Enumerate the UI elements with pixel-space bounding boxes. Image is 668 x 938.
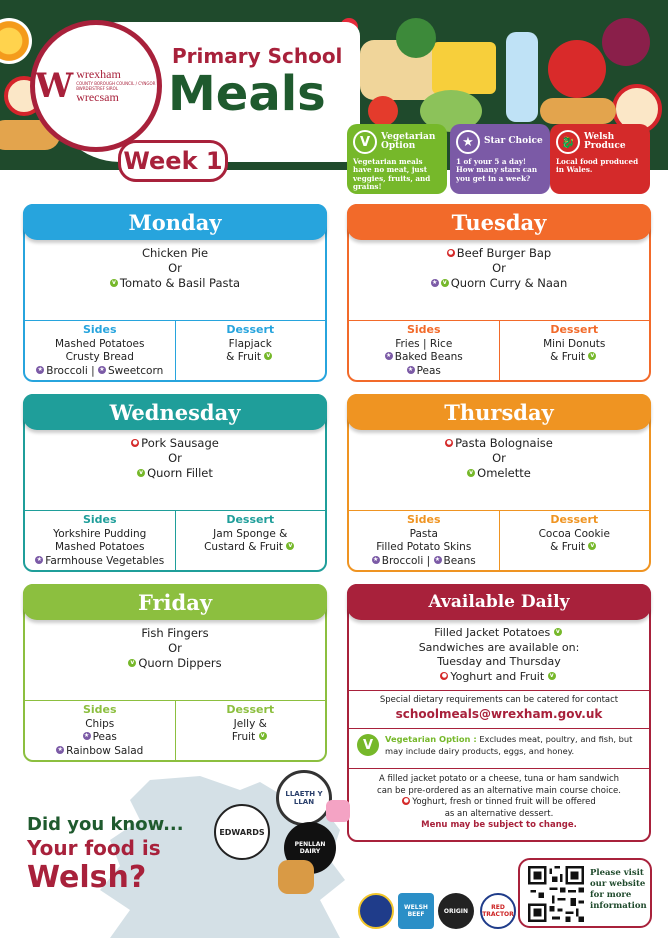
side-item: Broccoli — [46, 364, 88, 377]
main-option-1: Beef Burger Bap — [456, 246, 552, 260]
main-option-2: Tomato & Basil Pasta — [119, 276, 241, 290]
side-item: Chips — [85, 717, 115, 730]
pgi-logo — [358, 893, 394, 929]
vegetarian-icon: v — [554, 628, 562, 636]
vegetarian-icon: V — [357, 734, 379, 756]
star-icon: ★ — [83, 732, 90, 739]
side-item: Crusty Bread — [65, 351, 134, 363]
sides-title: Sides — [82, 703, 117, 716]
alternatives-section — [349, 768, 649, 832]
welsh-dragon-icon: ● — [446, 438, 452, 446]
main-option-2: Quorn Fillet — [147, 466, 213, 480]
key-description: Local food produced in Wales. — [556, 157, 639, 175]
main-option-2: Quorn Curry & Naan — [450, 276, 568, 290]
day-card-tuesday — [347, 204, 651, 382]
welsh-dragon-icon: 🐉 — [556, 130, 580, 154]
dessert-item: Mini Donuts — [543, 337, 606, 350]
sides-column: Sides Mashed Potatoes Crusty Bread ★ Broccoli | ★ Sweetcorn — [25, 321, 175, 380]
sides-title: Sides — [82, 323, 117, 336]
side-item: Beans — [443, 554, 476, 567]
or-label: Or — [492, 451, 506, 465]
qr-code-box[interactable] — [518, 858, 652, 928]
key-title: Vegetarian Option — [381, 131, 436, 151]
dessert-column — [175, 701, 326, 760]
baguette-image — [540, 98, 616, 124]
welsh-dragon-icon: ● — [403, 796, 409, 804]
vegetarian-icon: v — [137, 469, 145, 477]
dessert-title: Dessert — [226, 513, 275, 526]
day-card-monday — [23, 204, 327, 382]
main-dishes — [349, 436, 649, 481]
day-card-friday — [23, 584, 327, 762]
tomato-image — [368, 96, 398, 126]
dessert-item: Cocoa Cookie — [538, 527, 610, 540]
vegetarian-icon: v — [264, 352, 272, 360]
key-description: 1 of your 5 a day! How many stars can you get in a week? — [456, 157, 538, 183]
vegetarian-icon: v — [441, 279, 449, 287]
dessert-item: Jelly & — [233, 717, 267, 730]
main-option-1: Fish Fingers — [141, 626, 209, 640]
side-item: Baked Beans — [394, 351, 463, 363]
did-you-know-heading: Did you know... — [27, 814, 184, 835]
day-card-thursday — [347, 394, 651, 572]
dietary-section — [349, 690, 649, 721]
dessert-item: Flapjack — [228, 337, 272, 350]
dessert-item: & Fruit — [550, 541, 585, 553]
cert-name: RED TRACTOR — [482, 904, 514, 918]
day-heading: Wednesday — [23, 394, 327, 430]
page-title: Meals — [168, 66, 326, 122]
welsh-dragon-icon: ● — [441, 671, 447, 679]
contact-email-link[interactable]: schoolmeals@wrexham.gov.uk — [395, 707, 603, 721]
vegetarian-note — [349, 728, 649, 757]
dessert-item: & Fruit — [550, 351, 585, 363]
sides-title: Sides — [82, 513, 117, 526]
available-items — [349, 626, 649, 684]
dessert-title: Dessert — [550, 323, 599, 336]
key-description: Vegetarian meals have no meat, just veggies, fruits, and grains! — [353, 157, 431, 191]
main-dishes — [349, 246, 649, 291]
yoghurt-pot-image — [326, 800, 350, 822]
dessert-item: & Fruit — [226, 351, 261, 363]
dessert-title: Dessert — [550, 513, 599, 526]
vegetarian-icon: v — [286, 542, 294, 550]
logo-name-en: wrexham — [76, 67, 121, 82]
or-label: Or — [168, 641, 182, 655]
dietary-text: Special dietary requirements can be catered for contact — [379, 695, 619, 705]
or-label: Or — [492, 261, 506, 275]
pepper-image — [548, 40, 606, 98]
main-option-1: Chicken Pie — [141, 246, 209, 260]
main-dishes — [25, 436, 325, 481]
key-welsh-produce — [550, 124, 650, 194]
main-dishes — [25, 626, 325, 671]
sides-column — [25, 511, 175, 570]
vegetarian-icon: V — [353, 130, 377, 154]
side-item: Rainbow Salad — [66, 744, 144, 757]
sides-dessert-row — [349, 510, 649, 570]
vegetarian-icon: v — [110, 279, 118, 287]
logo-w-icon: W — [35, 66, 74, 106]
vegetarian-icon: v — [128, 659, 136, 667]
day-heading: Friday — [23, 584, 327, 620]
sides-column: Sides Pasta Filled Potato Skins ★ Broccoli | ★ Beans — [349, 511, 499, 570]
brand-name: LLAETH Y LLAN — [285, 790, 323, 806]
key-title: Star Choice — [484, 136, 543, 147]
side-item: Yorkshire Pudding — [53, 527, 147, 540]
sides-title: Sides — [406, 323, 441, 336]
main-dishes — [25, 246, 325, 291]
dessert-item: Custard & Fruit — [204, 541, 284, 553]
star-icon: ★ — [99, 365, 105, 373]
dessert-column — [175, 321, 326, 380]
week-badge: Week 1 — [118, 140, 228, 182]
vegetarian-note-body: Excludes meat, poultry, and fish, but may include dairy products, eggs, and honey. — [385, 734, 633, 756]
page-subtitle: Primary School — [172, 44, 343, 68]
bread-image — [278, 860, 314, 894]
star-icon: ★ — [456, 130, 480, 154]
cheese-image — [432, 42, 496, 94]
or-label: Or — [168, 451, 182, 465]
beetroot-image — [602, 18, 650, 66]
llaeth-y-llan-logo — [276, 770, 332, 826]
alternatives-line: Yoghurt, fresh or tinned fruit will be offered — [412, 797, 596, 807]
sides-title: Sides — [406, 513, 441, 526]
origin-logo — [438, 893, 474, 929]
red-tractor-logo — [480, 893, 516, 929]
star-icon: ★ — [36, 555, 42, 563]
main-option-2: Quorn Dippers — [138, 656, 222, 670]
available-heading: Available Daily — [347, 584, 651, 620]
brand-name: PENLLAN DAIRY — [294, 841, 326, 855]
main-option-2: Omelette — [477, 466, 531, 480]
key-title: Welsh Produce — [584, 131, 626, 151]
edwards-logo — [214, 804, 270, 860]
logo-mark — [35, 66, 157, 106]
day-heading: Monday — [23, 204, 327, 240]
side-item: Sweetcorn — [107, 364, 164, 377]
sides-dessert-row — [349, 320, 649, 380]
logo-name-cy: wrecsam — [76, 90, 119, 104]
sides-dessert-row — [25, 510, 325, 570]
welsh-question: Welsh? — [27, 860, 147, 895]
qr-code-image[interactable] — [528, 866, 584, 922]
star-icon: ★ — [37, 365, 43, 373]
dessert-item: Fruit — [231, 731, 256, 743]
side-item: Broccoli — [381, 554, 424, 567]
menu-change-note: Menu may be subject to change. — [421, 820, 577, 830]
star-icon: ★ — [432, 278, 438, 286]
side-item: Fries | Rice — [395, 337, 453, 350]
side-item: Filled Potato Skins — [376, 541, 472, 553]
alternatives-line: can be pre-ordered as an alternative main course choice. — [377, 785, 621, 796]
main-option-1: Pork Sausage — [141, 436, 219, 450]
vegetarian-icon: v — [588, 352, 596, 360]
council-logo — [30, 20, 162, 152]
dessert-title: Dessert — [226, 323, 275, 336]
day-heading: Thursday — [347, 394, 651, 430]
day-card-wednesday — [23, 394, 327, 572]
cert-name: ORIGIN — [443, 907, 469, 915]
key-vegetarian — [347, 124, 447, 194]
main-option-1: Pasta Bolognaise — [455, 436, 553, 450]
alternatives-line: as an alternative dessert. — [444, 808, 554, 819]
star-icon: ★ — [434, 555, 441, 563]
welsh-dragon-icon: ● — [448, 248, 454, 256]
vegetarian-icon: v — [548, 672, 556, 680]
available-line: Sandwiches are available on: — [418, 640, 580, 654]
dessert-column — [499, 321, 650, 380]
brand-name: EDWARDS — [219, 827, 265, 837]
qr-caption: Please visit our website for more information — [590, 868, 647, 911]
side-item: Pasta — [409, 527, 438, 540]
vegetarian-icon: v — [259, 732, 267, 740]
star-icon: ★ — [386, 352, 392, 359]
vegetarian-note-label: Vegetarian Option : — [385, 734, 477, 744]
logo-council: COUNTY BOROUGH COUNCIL / CYNGOR BWRDEISTREF SIROL — [76, 81, 156, 91]
star-icon: ★ — [373, 555, 379, 563]
welsh-dragon-icon: ● — [132, 438, 138, 446]
dessert-column — [175, 511, 326, 570]
available-line: Filled Jacket Potatoes — [434, 626, 551, 639]
star-icon: ★ — [57, 745, 63, 753]
logo-text — [76, 68, 157, 103]
day-heading: Tuesday — [347, 204, 651, 240]
vegetarian-icon: v — [467, 469, 475, 477]
sides-dessert-row — [25, 700, 325, 760]
available-line: Yoghurt and Fruit — [450, 669, 545, 683]
side-item: Mashed Potatoes — [55, 337, 145, 350]
welsh-beef-logo — [398, 893, 434, 929]
broccoli-image — [396, 18, 436, 58]
side-item: Farmhouse Vegetables — [45, 554, 165, 567]
star-icon: ★ — [407, 365, 414, 373]
dessert-item: Jam Sponge & — [213, 527, 288, 540]
dessert-column — [499, 511, 650, 570]
available-line: Tuesday and Thursday — [437, 655, 561, 668]
sides-dessert-row — [25, 320, 325, 380]
sides-column — [349, 321, 499, 380]
side-item: Mashed Potatoes — [55, 541, 145, 553]
dessert-title: Dessert — [226, 703, 275, 716]
your-food-text: Your food is — [27, 836, 161, 860]
key-star-choice — [450, 124, 550, 194]
vegetarian-icon: v — [588, 542, 596, 550]
sides-column — [25, 701, 175, 760]
available-daily-card — [347, 584, 651, 842]
orange-slice-image — [0, 18, 32, 64]
or-label: Or — [168, 261, 182, 275]
alternatives-line: A filled jacket potato or a cheese, tuna or ham sandwich — [378, 774, 620, 784]
vegetarian-note-text — [385, 733, 643, 757]
side-item: Peas — [92, 731, 117, 743]
water-bottle-image — [506, 32, 538, 122]
side-item: Peas — [416, 364, 441, 377]
cert-name: WELSH BEEF — [404, 904, 428, 918]
